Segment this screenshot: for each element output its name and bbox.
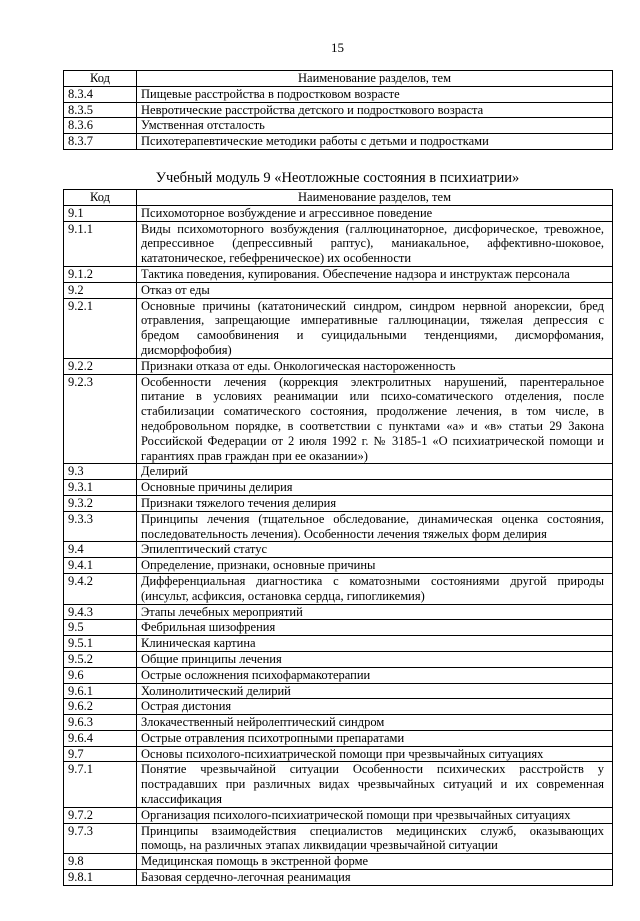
section-name-line: Пищевые расстройства в подростковом возрасте (141, 86, 400, 101)
column-header-code: Код (64, 71, 137, 87)
section-name-line: классификация (141, 792, 222, 807)
table-row (64, 374, 613, 464)
table-row (64, 636, 613, 652)
section-name-line: Основные причины (кататонический синдром, синдром нервной анорексии, бред (141, 298, 604, 313)
section-name-line: Особенности лечения (коррекция электролитных нарушений, парентеральное (141, 374, 604, 389)
section-name-line: недобровольном порядке, в соответствии с пунктами «а» и «в» статьи 29 Закона (141, 418, 604, 433)
table-row (64, 746, 613, 762)
section-name (137, 870, 613, 886)
section-name-line: Признаки тяжелого течения делирия (141, 495, 337, 510)
section-name (137, 683, 613, 699)
section-name-line: питание в условиях реанимации или психо-соматического отделения, после (141, 389, 604, 404)
section-name-line: Эпилептический статус (141, 542, 268, 557)
section-name-line: Тактика поведения, купирования. Обеспечение надзора и инструктаж персонала (141, 266, 570, 281)
section-code: 9.6.3 (64, 715, 137, 731)
table-row (64, 807, 613, 823)
section-code: 8.3.7 (64, 134, 137, 150)
section-name-line: Невротические расстройства детского и подросткового возраста (141, 102, 484, 117)
section-name-line: Базовая сердечно-легочная реанимация (141, 870, 351, 885)
section-name (137, 495, 613, 511)
section-code: 9.5.2 (64, 651, 137, 667)
section-name (137, 854, 613, 870)
section-code: 9.1.2 (64, 266, 137, 282)
section-name-line: Этапы лечебных мероприятий (141, 604, 303, 619)
sections-table (63, 189, 613, 886)
section-name-line: Умственная отсталость (141, 118, 265, 133)
section-name (137, 511, 613, 542)
section-name-line: отравления, запрещающие императивные галлюцинации, тяжелая депрессия с (141, 313, 604, 328)
table-row (64, 715, 613, 731)
section-name (137, 102, 613, 118)
section-name-line: Медицинская помощь в экстренной форме (141, 854, 369, 869)
section-code: 9.8.1 (64, 870, 137, 886)
section-name (137, 636, 613, 652)
section-name-line: кататоническое, гебефреническое) их особенности (141, 251, 412, 266)
section-code: 9.6.2 (64, 699, 137, 715)
table-header-row (64, 190, 613, 206)
section-name (137, 221, 613, 266)
section-name (137, 604, 613, 620)
section-name (137, 762, 613, 807)
section-name (137, 298, 613, 358)
section-name (137, 715, 613, 731)
table-row (64, 298, 613, 358)
section-name (137, 620, 613, 636)
section-code: 8.3.5 (64, 102, 137, 118)
section-name-line: Холинолитический делирий (141, 683, 291, 698)
table-row (64, 854, 613, 870)
section-name-line: пострадавших при различных видах чрезвычайных ситуаций и их современная (141, 777, 604, 792)
table-row (64, 266, 613, 282)
section-code: 9.6.4 (64, 730, 137, 746)
section-name (137, 667, 613, 683)
module-title: Учебный модуль 9 «Неотложные состояния в психиатрии» (155, 170, 520, 186)
section-name-line: бредом самообвинения и суицидальными тенденциями, дисморфомания, (141, 328, 604, 343)
section-name-line: Общие принципы лечения (141, 651, 282, 666)
table-row (64, 604, 613, 620)
section-name (137, 266, 613, 282)
table-row (64, 511, 613, 542)
section-name (137, 118, 613, 134)
section-name-line: дисморфофобия) (141, 342, 232, 357)
table-row (64, 134, 613, 150)
table-header-row (64, 71, 613, 87)
section-name (137, 464, 613, 480)
section-code: 9.7.3 (64, 823, 137, 854)
section-code: 8.3.6 (64, 118, 137, 134)
section-code: 9.7 (64, 746, 137, 762)
section-name-line: стабилизации соматического состояния, продолжение лечения, в том числе, в (141, 404, 604, 419)
section-code: 9.3.3 (64, 511, 137, 542)
table-row (64, 495, 613, 511)
section-name-line: гарантиях прав граждан при ее оказании») (141, 448, 368, 463)
section-name-line: Острая дистония (141, 699, 232, 714)
section-code: 9.1 (64, 205, 137, 221)
section-code: 9.5 (64, 620, 137, 636)
section-name-line: Клиническая картина (141, 636, 256, 651)
section-name (137, 746, 613, 762)
section-code: 9.6.1 (64, 683, 137, 699)
sections-table-module-9 (63, 189, 612, 886)
section-name (137, 480, 613, 496)
section-name-line: Делирий (141, 464, 188, 479)
section-code: 9.6 (64, 667, 137, 683)
table-row (64, 683, 613, 699)
section-name (137, 573, 613, 604)
section-name-line: Определение, признаки, основные причины (141, 558, 376, 573)
section-name-line: Принципы взаимодействия специалистов медицинских служб, оказывающих (141, 823, 604, 838)
section-name (137, 282, 613, 298)
table-row (64, 870, 613, 886)
section-name-line: Российской Федерации от 2 июля 1992 г. № 3185-1 «О психиатрической помощи и (141, 433, 604, 448)
section-code: 9.7.1 (64, 762, 137, 807)
sections-table (63, 70, 613, 150)
section-code: 9.3.2 (64, 495, 137, 511)
section-name (137, 358, 613, 374)
section-name-line: Острые отравления психотропными препаратами (141, 730, 405, 745)
section-code: 9.2.3 (64, 374, 137, 464)
section-name (137, 807, 613, 823)
section-name (137, 699, 613, 715)
sections-table-module-8-continued (63, 70, 612, 150)
section-name (137, 558, 613, 574)
table-row (64, 667, 613, 683)
section-name (137, 205, 613, 221)
table-row (64, 118, 613, 134)
section-name (137, 86, 613, 102)
section-name (137, 134, 613, 150)
section-code: 8.3.4 (64, 86, 137, 102)
table-row (64, 762, 613, 807)
table-row (64, 86, 613, 102)
table-row (64, 205, 613, 221)
section-code: 9.8 (64, 854, 137, 870)
section-name-line: Злокачественный нейролептический синдром (141, 715, 385, 730)
section-code: 9.4.1 (64, 558, 137, 574)
table-row (64, 221, 613, 266)
section-name-line: помощь, на различных этапах ликвидации чрезвычайной ситуации (141, 838, 498, 853)
section-code: 9.4.2 (64, 573, 137, 604)
section-code: 9.4.3 (64, 604, 137, 620)
section-name-line: Принципы лечения (тщательное обследование, динамическая оценка состояния, (141, 511, 604, 526)
section-name (137, 651, 613, 667)
column-header-name: Наименование разделов, тем (137, 71, 613, 87)
section-name-line: Психотерапевтические методики работы с детьми и подростками (141, 134, 489, 149)
table-row (64, 823, 613, 854)
section-code: 9.1.1 (64, 221, 137, 266)
table-row (64, 464, 613, 480)
section-name-line: (инсульт, асфиксия, остановка сердца, гипогликемия) (141, 588, 425, 603)
column-header-name: Наименование разделов, тем (137, 190, 613, 206)
section-code: 9.5.1 (64, 636, 137, 652)
section-name-line: Основы психолого-психиатрической помощи при чрезвычайных ситуациях (141, 746, 544, 761)
table-row (64, 699, 613, 715)
table-row (64, 651, 613, 667)
table-row (64, 730, 613, 746)
section-code: 9.2.2 (64, 358, 137, 374)
section-name-line: Психомоторное возбуждение и агрессивное поведение (141, 205, 433, 220)
table-row (64, 542, 613, 558)
section-name-line: Отказ от еды (141, 282, 210, 297)
table-row (64, 282, 613, 298)
section-name-line: Фебрильная шизофрения (141, 620, 276, 635)
section-name (137, 542, 613, 558)
column-header-code: Код (64, 190, 137, 206)
section-name-line: Организация психолого-психиатрической помощи при чрезвычайных ситуациях (141, 807, 571, 822)
page-number: 15 (331, 40, 344, 55)
section-name-line: Признаки отказа от еды. Онкологическая настороженность (141, 358, 456, 373)
section-code: 9.3.1 (64, 480, 137, 496)
section-name-line: депрессивное (депрессивный раптус), маниакальное, аффективно-шоковое, (141, 236, 604, 251)
section-name (137, 374, 613, 464)
section-name-line: Острые осложнения психофармакотерапии (141, 667, 371, 682)
table-row (64, 358, 613, 374)
section-name (137, 730, 613, 746)
table-row (64, 102, 613, 118)
section-name-line: Виды психомоторного возбуждения (галлюцинаторное, дисфорическое, тревожное, (141, 221, 604, 236)
section-code: 9.7.2 (64, 807, 137, 823)
section-code: 9.3 (64, 464, 137, 480)
section-code: 9.2.1 (64, 298, 137, 358)
section-name-line: последовательность лечения). Особенности лечения тяжелых форм делирия (141, 526, 547, 541)
table-row (64, 558, 613, 574)
section-name-line: Основные причины делирия (141, 480, 293, 495)
section-code: 9.4 (64, 542, 137, 558)
table-row (64, 620, 613, 636)
section-name-line: Понятие чрезвычайной ситуации Особенности психических расстройств у (141, 762, 604, 777)
section-code: 9.2 (64, 282, 137, 298)
section-name-line: Дифференциальная диагностика с коматозными состояниями другой природы (141, 573, 604, 588)
section-name (137, 823, 613, 854)
table-row (64, 480, 613, 496)
table-row (64, 573, 613, 604)
